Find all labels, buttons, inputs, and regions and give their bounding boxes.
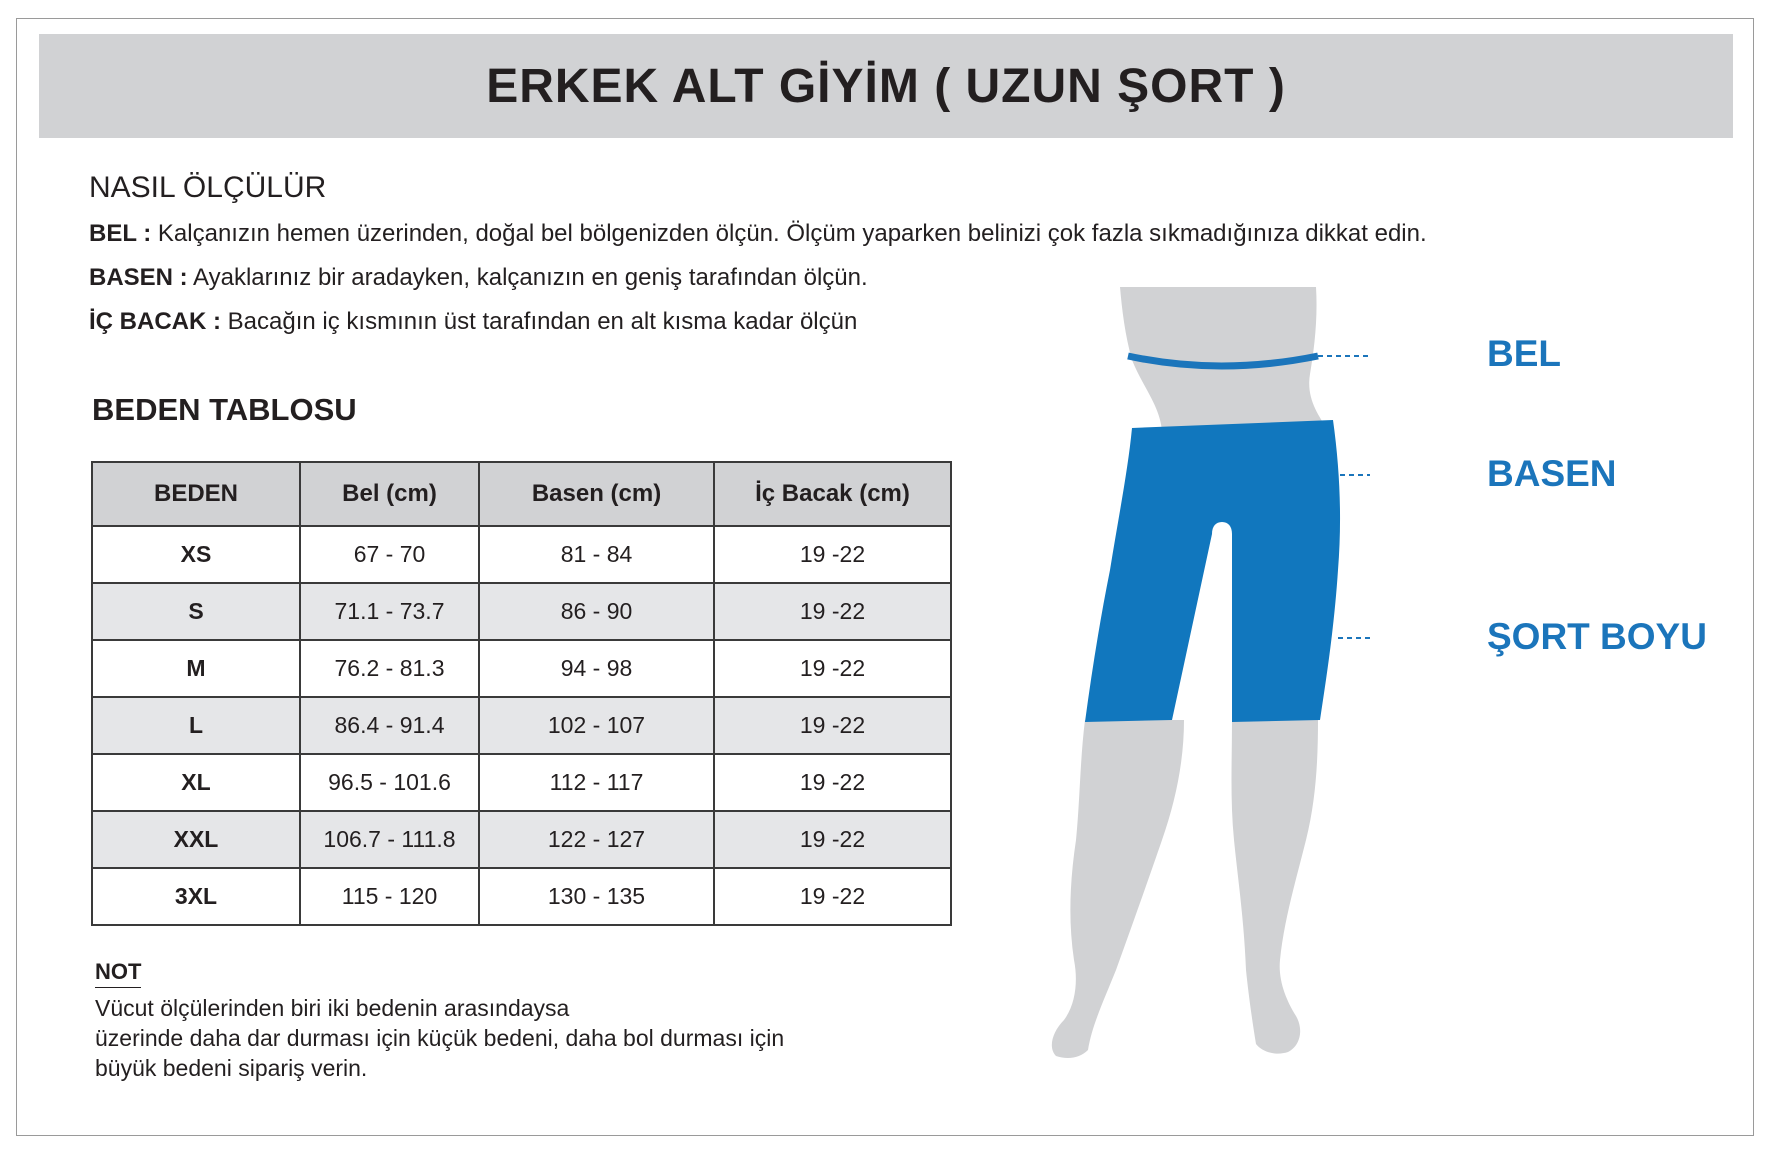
- size-cell: S: [92, 583, 300, 640]
- rule-bel: [89, 220, 1427, 248]
- column-header-basen: Basen (cm): [479, 462, 714, 526]
- rule-basen-label: BASEN :: [89, 264, 188, 291]
- label-basen: BASEN: [1487, 453, 1617, 494]
- table-row: [92, 640, 951, 697]
- basen-cell: 81 - 84: [479, 526, 714, 583]
- note-line: Vücut ölçülerinden biri iki bedenin arasındaysa: [95, 995, 570, 1021]
- rule-bel-label: BEL :: [89, 220, 152, 247]
- size-cell: XXL: [92, 811, 300, 868]
- label-bel: BEL: [1487, 333, 1561, 374]
- size-cell: M: [92, 640, 300, 697]
- column-header-beden: BEDEN: [92, 462, 300, 526]
- basen-cell: 112 - 117: [479, 754, 714, 811]
- ic-bacak-cell: 19 -22: [714, 754, 951, 811]
- basen-cell: 102 - 107: [479, 697, 714, 754]
- table-row: [92, 583, 951, 640]
- note-line: üzerinde daha dar durması için küçük bedeni, daha bol durması için: [95, 1025, 785, 1051]
- table-row: [92, 754, 951, 811]
- ic-bacak-cell: 19 -22: [714, 583, 951, 640]
- size-table: [91, 461, 952, 926]
- size-table-header: [92, 462, 951, 526]
- size-cell: 3XL: [92, 868, 300, 925]
- rule-bel-text: Kalçanızın hemen üzerinden, doğal bel bölgenizden ölçün. Ölçüm yaparken belinizi çok fazla sıkmadığınıza dikkat edin.: [157, 220, 1427, 247]
- table-row: [92, 526, 951, 583]
- ic-bacak-cell: 19 -22: [714, 526, 951, 583]
- how-to-measure-title: NASIL ÖLÇÜLÜR: [89, 171, 327, 204]
- bel-cell: 106.7 - 111.8: [300, 811, 479, 868]
- rule-basen: [89, 264, 868, 292]
- rule-basen-text: Ayaklarınız bir aradayken, kalçanızın en geniş tarafından ölçün.: [193, 264, 868, 291]
- bel-cell: 71.1 - 73.7: [300, 583, 479, 640]
- bel-cell: 115 - 120: [300, 868, 479, 925]
- bel-cell: 76.2 - 81.3: [300, 640, 479, 697]
- ic-bacak-cell: 19 -22: [714, 811, 951, 868]
- ic-bacak-cell: 19 -22: [714, 640, 951, 697]
- bel-cell: 96.5 - 101.6: [300, 754, 479, 811]
- ic-bacak-cell: 19 -22: [714, 697, 951, 754]
- rule-ic-bacak-text: Bacağın iç kısmının üst tarafından en alt kısma kadar ölçün: [227, 308, 858, 335]
- column-header-bel: Bel (cm): [300, 462, 479, 526]
- shorts-shape: [1085, 420, 1340, 722]
- bel-cell: 67 - 70: [300, 526, 479, 583]
- rule-ic-bacak-label: İÇ BACAK :: [89, 308, 221, 335]
- title-banner: [39, 34, 1733, 138]
- size-table-title: BEDEN TABLOSU: [92, 392, 357, 427]
- basen-cell: 86 - 90: [479, 583, 714, 640]
- rule-ic-bacak: [89, 308, 857, 336]
- size-cell: XS: [92, 526, 300, 583]
- table-row: [92, 811, 951, 868]
- size-cell: L: [92, 697, 300, 754]
- table-row: [92, 697, 951, 754]
- table-row: [92, 868, 951, 925]
- ic-bacak-cell: 19 -22: [714, 868, 951, 925]
- basen-cell: 130 - 135: [479, 868, 714, 925]
- basen-cell: 94 - 98: [479, 640, 714, 697]
- body-figure: [1000, 280, 1370, 1080]
- note-line: büyük bedeni sipariş verin.: [95, 1055, 368, 1081]
- note-text: [95, 993, 955, 1083]
- column-header-ic-bacak: İç Bacak (cm): [714, 462, 951, 526]
- page-title: ERKEK ALT GİYİM ( UZUN ŞORT ): [486, 59, 1286, 113]
- basen-cell: 122 - 127: [479, 811, 714, 868]
- size-cell: XL: [92, 754, 300, 811]
- bel-cell: 86.4 - 91.4: [300, 697, 479, 754]
- note-title: NOT: [95, 959, 141, 988]
- label-sort-boyu: ŞORT BOYU: [1487, 616, 1707, 657]
